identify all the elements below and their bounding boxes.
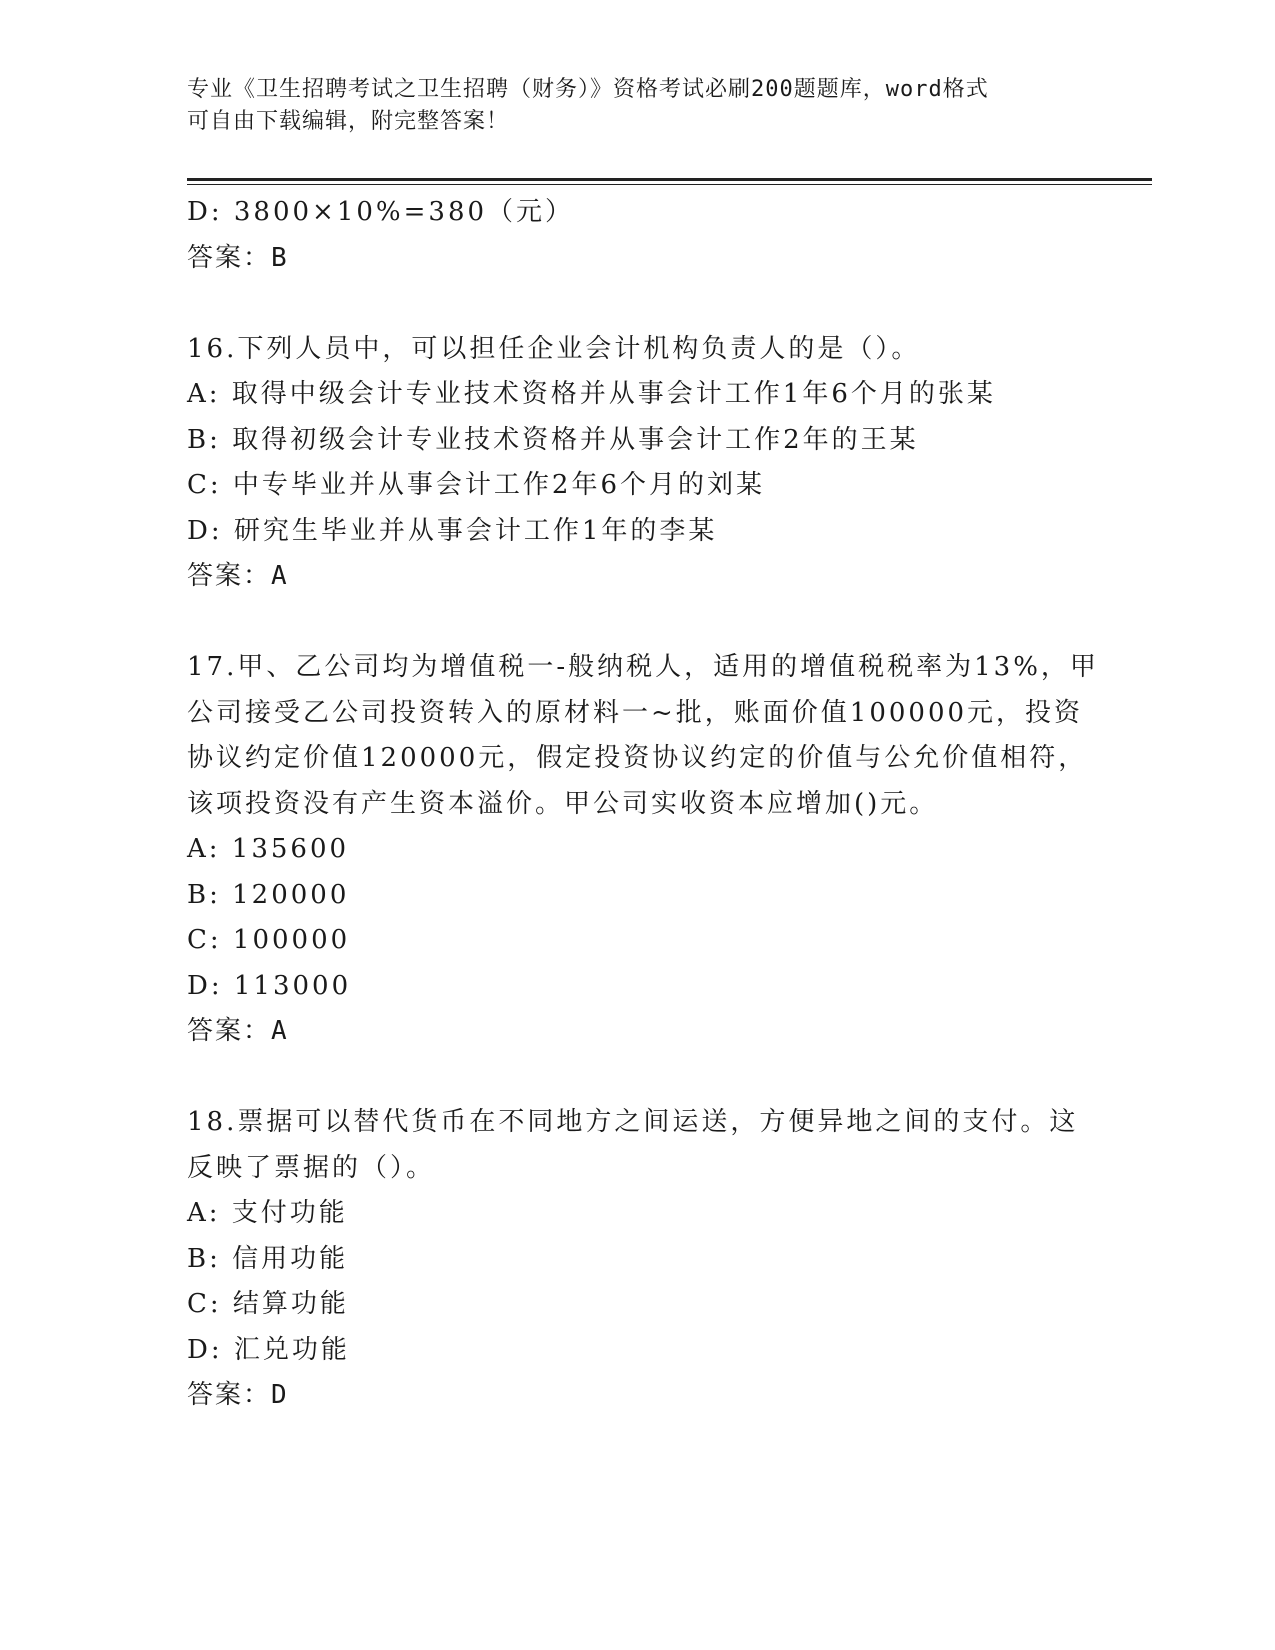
question-17-option-c: C: 100000	[187, 925, 351, 955]
question-16-option-d: D: 研究生毕业并从事会计工作1年的李某	[187, 515, 718, 546]
question-16-stem: 16.下列人员中，可以担任企业会计机构负责人的是（）。	[187, 333, 921, 364]
spacer	[187, 281, 1087, 327]
question-17	[187, 645, 1099, 1055]
header-title-line-1: 专业《卫生招聘考试之卫生招聘（财务）》资格考试必刷200题题库，word格式	[187, 77, 989, 102]
question-16-option-a: A: 取得中级会计专业技术资格并从事会计工作1年6个月的张某	[187, 379, 996, 409]
spacer	[187, 1055, 1087, 1101]
question-17-option-b: B: 120000	[187, 879, 350, 910]
document-header	[187, 74, 1067, 138]
prev-answer: 答案：B	[187, 242, 289, 273]
question-18-stem-line-1: 18.票据可以替代货币在不同地方之间运送，方便异地之间的支付。这	[187, 1107, 1079, 1137]
question-18-option-a: A: 支付功能	[187, 1198, 348, 1228]
question-content	[187, 190, 1099, 1419]
question-16-option-c: C: 中专毕业并从事会计工作2年6个月的刘某	[187, 470, 766, 500]
header-title-line-2: 可自由下载编辑，附完整答案！	[187, 109, 510, 134]
question-17-option-d: D: 113000	[187, 970, 352, 1001]
question-16	[187, 327, 1087, 600]
prev-option-d: D: 3800×10%=380（元）	[187, 197, 575, 227]
question-18	[187, 1100, 1087, 1419]
spacer	[187, 600, 1087, 646]
question-17-stem-line-2: 公司接受乙公司投资转入的原材料一~批，账面价值100000元，投资	[187, 697, 1084, 728]
question-18-stem-line-2: 反映了票据的（）。	[187, 1152, 436, 1183]
question-17-stem-line-3: 协议约定价值120000元，假定投资协议约定的价值与公允价值相符，	[187, 743, 1088, 773]
question-18-option-b: B: 信用功能	[187, 1243, 349, 1274]
question-16-answer: 答案：A	[187, 561, 289, 591]
header-rule-thick	[187, 178, 1152, 181]
question-17-stem-line-1: 17.甲、乙公司均为增值税一-般纳税人，适用的增值税税率为13%，甲	[187, 652, 1099, 682]
question-17-stem-line-4: 该项投资没有产生资本溢价。甲公司实收资本应增加()元。	[187, 788, 939, 819]
question-18-answer: 答案：D	[187, 1380, 289, 1410]
question-18-option-c: C: 结算功能	[187, 1289, 349, 1319]
question-18-option-d: D: 汇兑功能	[187, 1334, 350, 1365]
header-rule-thin	[187, 184, 1152, 185]
question-17-option-a: A: 135600	[187, 834, 350, 864]
question-17-answer: 答案：A	[187, 1016, 289, 1046]
question-16-option-b: B: 取得初级会计专业技术资格并从事会计工作2年的王某	[187, 424, 919, 455]
